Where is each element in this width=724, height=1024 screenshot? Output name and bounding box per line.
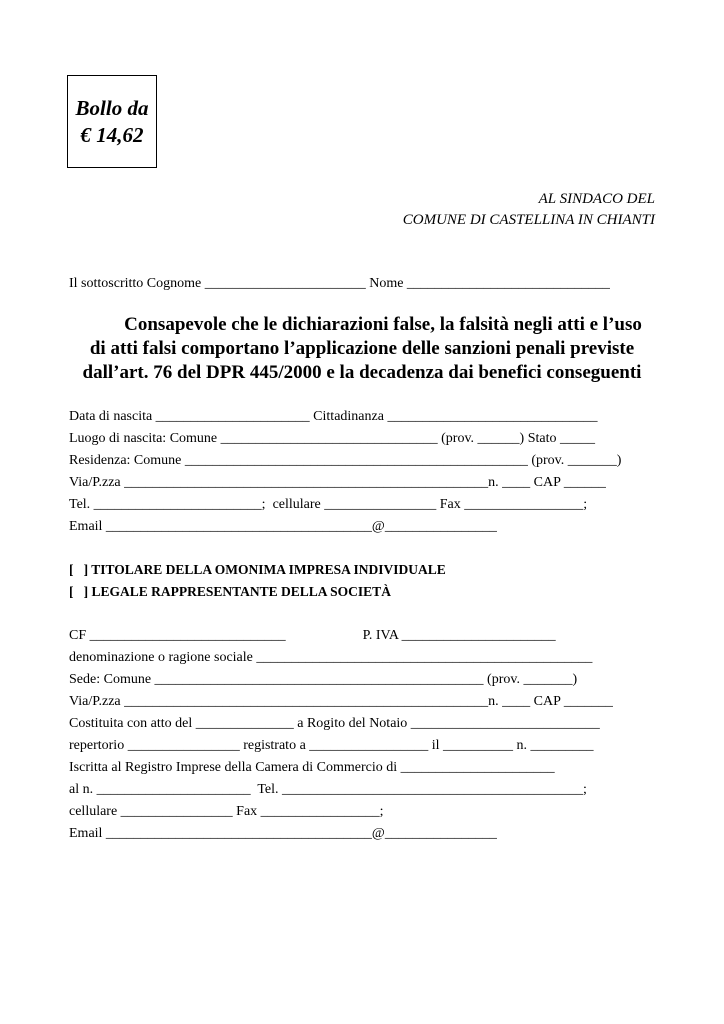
birth-date-citizenship-line[interactable]: Data di nascita ______________________ Cittadinanza ______________________________ [69, 409, 598, 424]
company-seat-line[interactable]: Sede: Comune _______________________________________________ (prov. _______) [69, 672, 578, 687]
residence-line[interactable]: Residenza: Comune _________________________________________________ (prov. _______) [69, 453, 622, 468]
email-line[interactable]: Email ______________________________________@________________ [69, 519, 497, 534]
company-registry-line[interactable]: repertorio ________________ registrato a _________________ il __________ n. _________ [69, 738, 594, 753]
company-address-line[interactable]: Via/P.zza ____________________________________________________n. ____ CAP _______ [69, 694, 613, 709]
company-name-line[interactable]: denominazione o ragione sociale ________________________________________________ [69, 650, 593, 665]
address-line[interactable]: Via/P.zza ____________________________________________________n. ____ CAP ______ [69, 475, 606, 490]
declaration-line-1: Consapevole che le dichiarazioni false, la falsità negli atti e l’uso [124, 314, 642, 335]
company-deed-line[interactable]: Costituita con atto del ______________ a Rogito del Notaio ___________________________ [69, 716, 600, 731]
addressee-line-2: COMUNE DI CASTELLINA IN CHIANTI [402, 212, 655, 228]
declaration-paragraph [60, 313, 664, 385]
option-sole-owner[interactable]: [ ] TITOLARE DELLA OMONIMA IMPRESA INDIVIDUALE [69, 562, 446, 577]
birthplace-line[interactable]: Luogo di nascita: Comune _______________________________ (prov. ______) Stato _____ [69, 431, 595, 446]
addressee-block [403, 189, 655, 231]
company-email-line[interactable]: Email ______________________________________@________________ [69, 826, 497, 841]
revenue-stamp-box [67, 75, 157, 168]
declaration-line-2: di atti falsi comportano l’applicazione delle sanzioni penali previste [89, 338, 635, 359]
phone-line[interactable]: Tel. ________________________; cellulare ________________ Fax _________________; [69, 497, 588, 512]
stamp-line-1: Bollo da [75, 95, 149, 120]
declaration-line-3: dall’art. 76 del DPR 445/2000 e la decadenza dai benefici conseguenti [82, 362, 642, 383]
company-mobile-fax-line[interactable]: cellulare ________________ Fax _________________; [69, 804, 384, 819]
company-chamber-line[interactable]: Iscritta al Registro Imprese della Camera di Commercio di ______________________ [69, 760, 555, 775]
company-number-phone-line[interactable]: al n. ______________________ Tel. ___________________________________________; [69, 782, 587, 797]
addressee-line-1: AL SINDACO DEL [538, 191, 655, 207]
sottoscritto-line[interactable]: Il sottoscritto Cognome _______________________ Nome _____________________________ [69, 276, 610, 291]
option-legal-representative[interactable]: [ ] LEGALE RAPPRESENTANTE DELLA SOCIETÀ [69, 584, 391, 599]
company-cf-piva-line[interactable]: CF ____________________________ P. IVA ______________________ [69, 628, 556, 643]
stamp-line-2: € 14,62 [80, 122, 144, 147]
